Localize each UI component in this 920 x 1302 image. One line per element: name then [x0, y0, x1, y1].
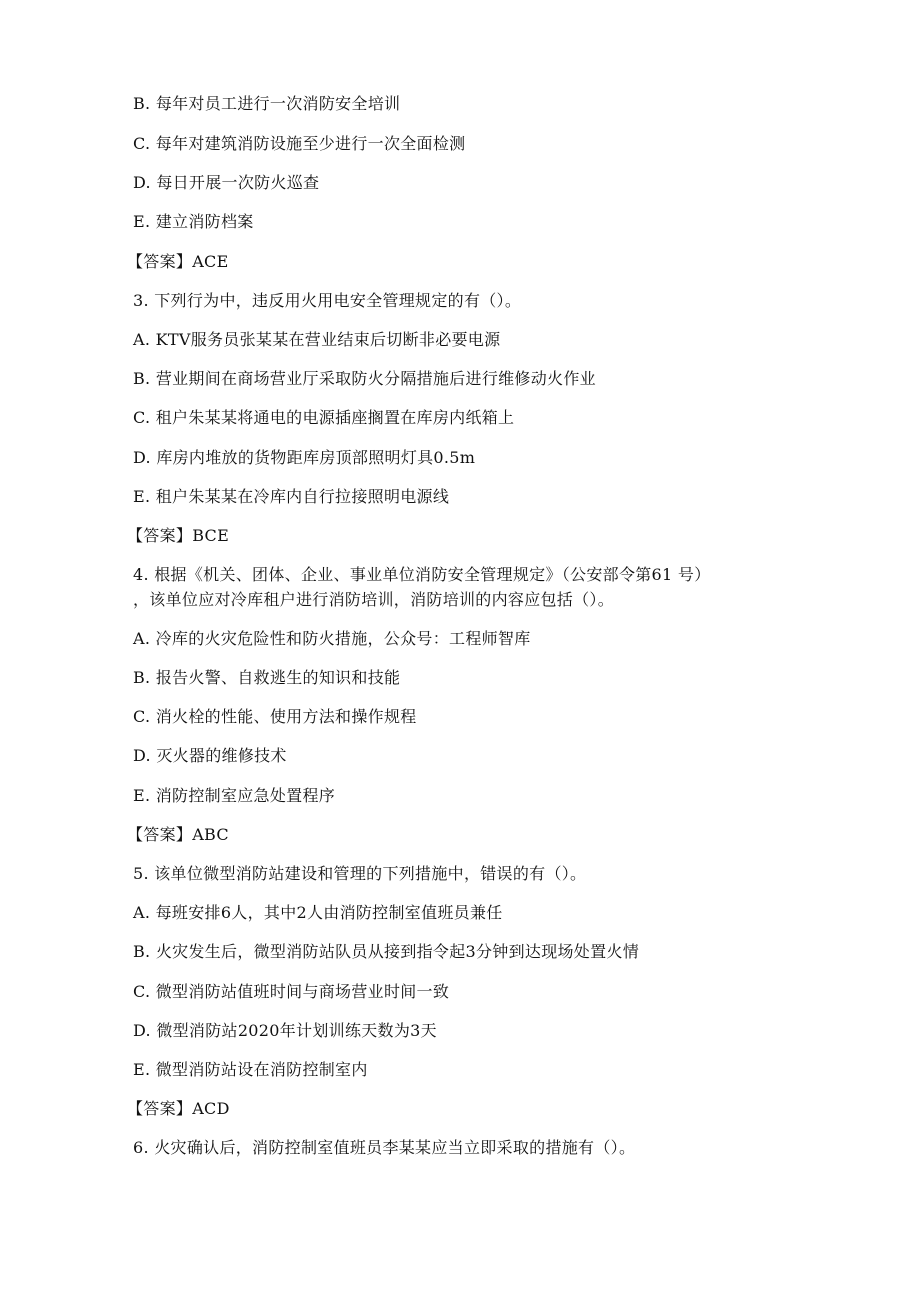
option-line: E. 租户朱某某在冷库内自行拉接照明电源线 — [133, 487, 450, 506]
answer-line: 【答案】BCE — [127, 526, 230, 545]
option-line: C. 每年对建筑消防设施至少进行一次全面检测 — [133, 134, 466, 153]
option-line: D. 库房内堆放的货物距库房顶部照明灯具0.5m — [133, 448, 476, 467]
option-line: C. 消火栓的性能、使用方法和操作规程 — [133, 707, 417, 726]
question-line: 4. 根据《机关、团体、企业、事业单位消防安全管理规定》（公安部令第61 号） — [133, 565, 711, 584]
answer-line: 【答案】ABC — [127, 825, 229, 844]
option-line: B. 火灾发生后，微型消防站队员从接到指令起3分钟到达现场处置火情 — [133, 942, 640, 961]
question-line: 6. 火灾确认后，消防控制室值班员李某某应当立即采取的措施有（）。 — [133, 1138, 636, 1157]
answer-line: 【答案】ACD — [127, 1099, 230, 1118]
option-line: D. 每日开展一次防火巡查 — [133, 173, 320, 192]
option-line: D. 灭火器的维修技术 — [133, 746, 287, 765]
answer-line: 【答案】ACE — [127, 252, 229, 271]
option-line: D. 微型消防站2020年计划训练天数为3天 — [133, 1021, 437, 1040]
option-line: B. 营业期间在商场营业厅采取防火分隔措施后进行维修动火作业 — [133, 369, 596, 388]
question-line-continued: ，该单位应对冷库租户进行消防培训，消防培训的内容应包括（）。 — [133, 590, 615, 609]
option-line: A. 冷库的火灾危险性和防火措施，公众号：工程师智库 — [133, 629, 531, 648]
option-line: E. 建立消防档案 — [133, 212, 254, 231]
question-line: 3. 下列行为中，违反用火用电安全管理规定的有（）。 — [133, 291, 522, 310]
question-line: 5. 该单位微型消防站建设和管理的下列措施中，错误的有（）。 — [133, 864, 587, 883]
option-line: C. 租户朱某某将通电的电源插座搁置在库房内纸箱上 — [133, 408, 515, 427]
option-line: B. 每年对员工进行一次消防安全培训 — [133, 94, 401, 113]
option-line: E. 微型消防站设在消防控制室内 — [133, 1060, 368, 1079]
option-line: A. KTV服务员张某某在营业结束后切断非必要电源 — [133, 330, 501, 349]
option-line: B. 报告火警、自救逃生的知识和技能 — [133, 668, 401, 687]
option-line: E. 消防控制室应急处置程序 — [133, 786, 336, 805]
option-line: A. 每班安排6人，其中2人由消防控制室值班员兼任 — [133, 903, 503, 922]
option-line: C. 微型消防站值班时间与商场营业时间一致 — [133, 982, 450, 1001]
